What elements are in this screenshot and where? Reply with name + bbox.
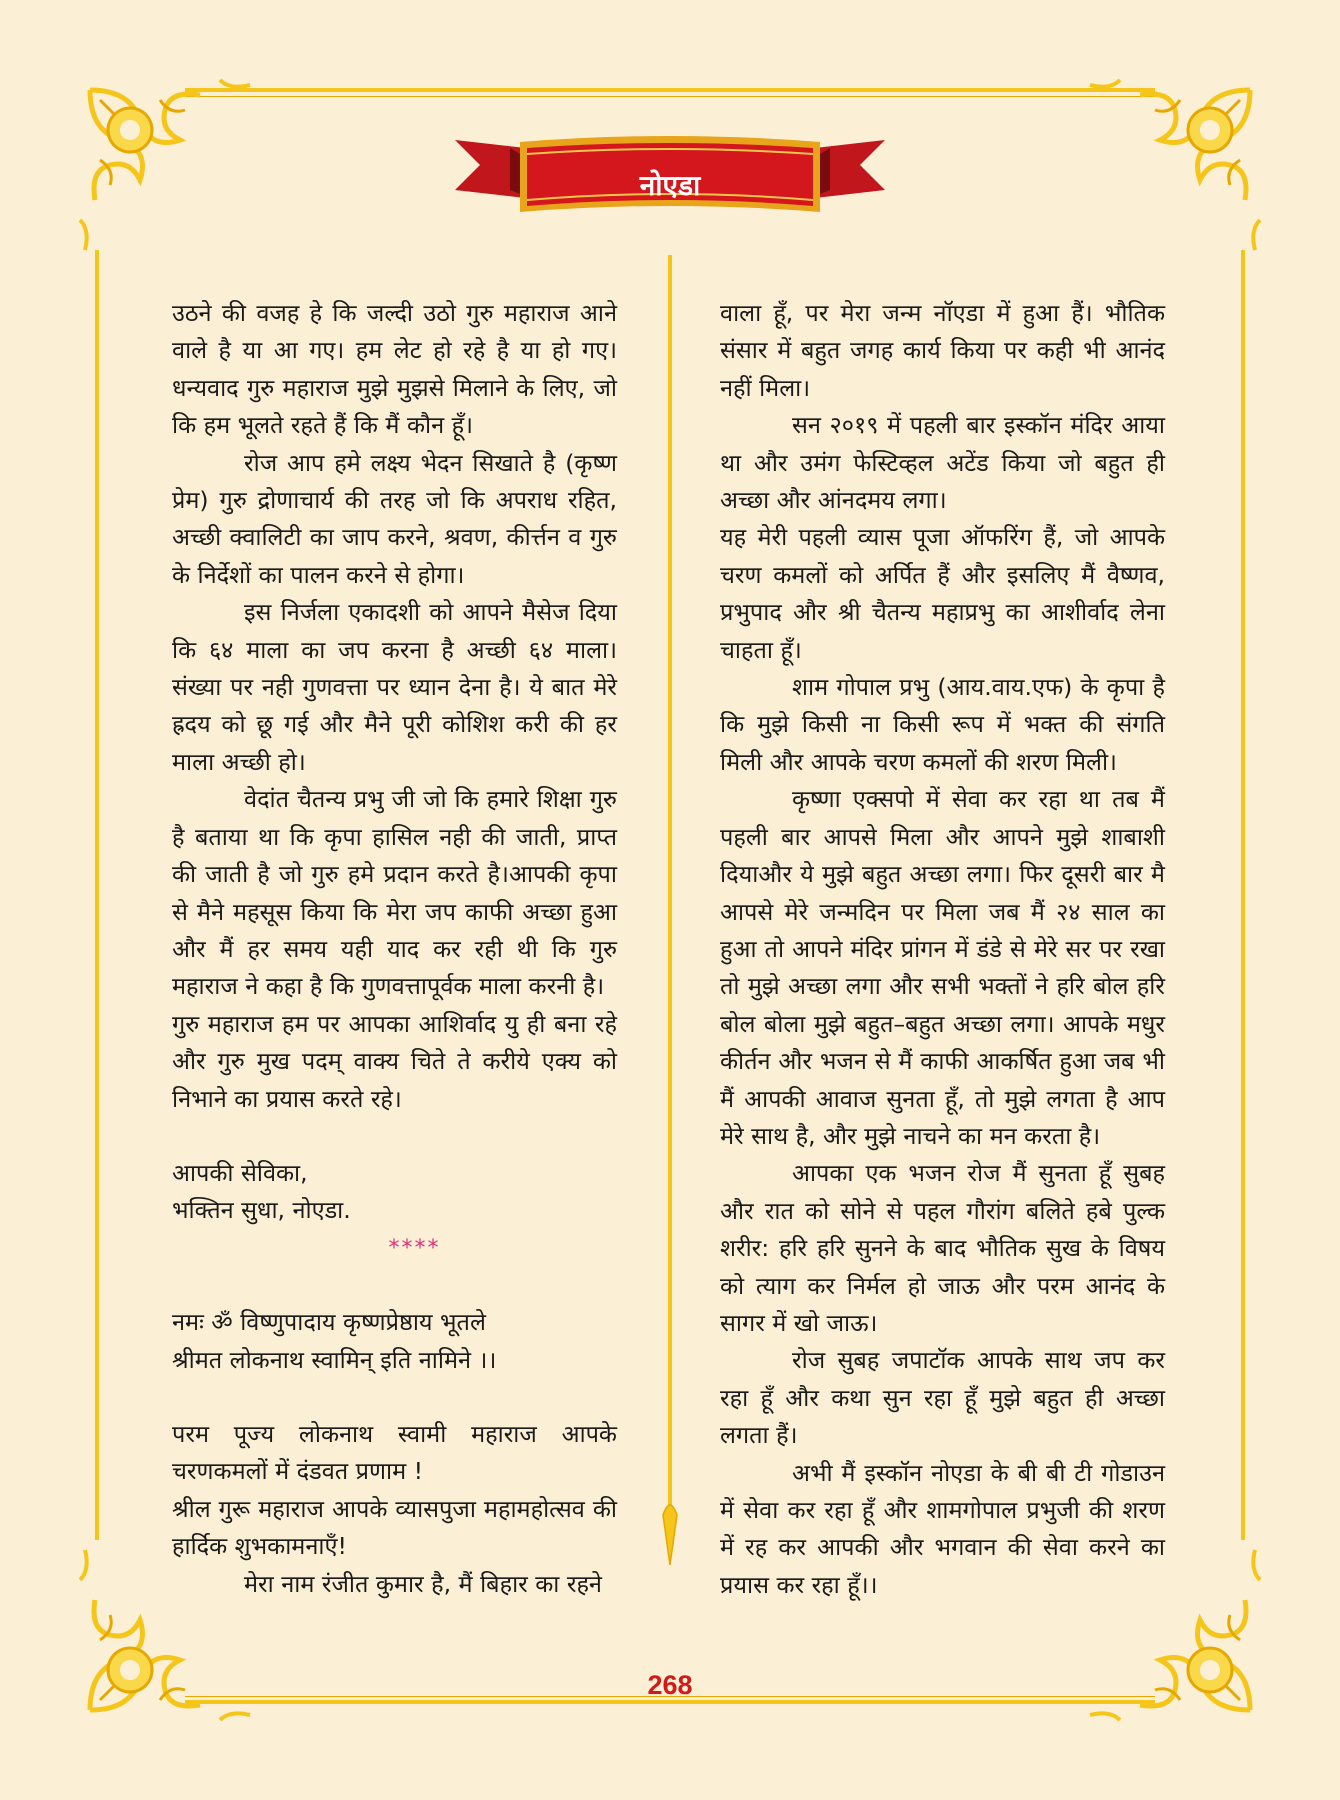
- paragraph: रोज आप हमे लक्ष्य भेदन सिखाते है (कृष्ण प्रेम) गुरु द्रोणाचार्य की तरह जो कि अपराध रहित, अच्छी क्वालिटी का जाप करने, श्रवण, कीर्त्तन व गुरु के निर्देशों का पालन करने से होगा।: [172, 448, 617, 589]
- paragraph: वाला हूँ, पर मेरा जन्म नॉएडा में हुआ हैं। भौतिक संसार में बहुत जगह कार्य किया पर कही भी आनंद नहीं मिला।: [720, 299, 1165, 402]
- paragraph: उठने की वजह हे कि जल्दी उठो गुरु महाराज आने वाले है या आ गए। हम लेट हो रहे है या हो गए। धन्यवाद गुरु महाराज मुझे मुझसे मिलाने के लिए, जो कि हम भूलते रहते हैं कि मैं कौन हूँ।: [172, 299, 617, 440]
- column-divider: [662, 255, 678, 1585]
- paragraph: सन २०१९ में पहली बार इस्कॉन मंदिर आया था और उमंग फेस्टिव्हल अटेंड किया जो बहुत ही अच्छा और आंनदमय लगा।: [720, 411, 1165, 515]
- signoff-name: भक्तिन सुधा, नोएडा.: [172, 1196, 351, 1225]
- paragraph: शाम गोपाल प्रभु (आय.वाय.एफ) के कृपा है कि मुझे किसी ना किसी रूप में भक्त की संगति मिली और आपके चरण कमलों की शरण मिली।: [720, 673, 1165, 776]
- mantra-line: नमः ॐ विष्णुपादाय कृष्णप्रेष्ठाय भूतले: [172, 1308, 486, 1337]
- paragraph: आपका एक भजन रोज मैं सुनता हूँ सुबह और रात को सोने से पहल गौरांग बलिते हबे पुल्क शरीर: हरि हरि सुनने के बाद भौतिक सुख के विषय को त्याग कर निर्मल हो जाऊ और परम आनंद के सागर में खो जाऊ।: [720, 1159, 1165, 1337]
- paragraph: वेदांत चैतन्य प्रभु जी जो कि हमारे शिक्षा गुरु है बताया था कि कृपा हासिल नही की जाती, प्राप्त की जाती है जो गुरु हमे प्रदान करते है।आपकी कृपा से मैने महसूस किया कि मेरा जप काफी अच्छा हुआ और मैं हर समय यही याद कर रही थी कि गुरु महाराज ने कहा है कि गुणवत्तापूर्वक माला करनी है।: [172, 785, 617, 1001]
- paragraph: कृष्णा एक्सपो में सेवा कर रहा था तब मैं पहली बार आपसे मिला और आपने मुझे शाबाशी दियाऔर ये मुझे बहुत अच्छा लगा। फिर दूसरी बार मै आपसे मेरे जन्मदिन पर मिला जब मैं २४ साल का हुआ तो आपने मंदिर प्रांगन में डंडे से मेरे सर पर रखा तो मुझे अच्छा लगा और सभी भक्तों ने हरि बोल हरि बोल बोला मुझे बहुत–बहुत अच्छा लगा। आपके मधुर कीर्तन और भजन से मैं काफी आकर्षित हुआ जब भी मैं आपकी आवाज सुनता हूँ, तो मुझे लगता है आप मेरे साथ है, और मुझे नाचने का मन करता है।: [720, 785, 1165, 1150]
- left-column: [172, 295, 617, 1603]
- border-left: [95, 250, 99, 1540]
- border-right: [1241, 250, 1245, 1540]
- title-banner: [455, 120, 885, 230]
- signoff-line: आपकी सेविका,: [172, 1158, 308, 1187]
- corner-ornament-icon: [70, 70, 270, 270]
- paragraph: मेरा नाम रंजीत कुमार है, मैं बिहार का रहने: [244, 1569, 602, 1598]
- border-top: [185, 88, 1155, 92]
- page-title: नोएडा: [639, 169, 701, 202]
- paragraph: रोज सुबह जपाटॉक आपके साथ जप कर रहा हूँ और कथा सुन रहा हूँ मुझे बहुत ही अच्छा लगता हैं।: [720, 1346, 1165, 1450]
- separator-stars: ****: [388, 1235, 441, 1261]
- paragraph: यह मेरी पहली व्यास पूजा ऑफरिंग हैं, जो आपके चरण कमलों को अर्पित हैं और इसलिए मैं वैष्णव, प्रभुपाद और श्री चैतन्य महाप्रभु का आशीर्वाद लेना चाहता हूँ।: [720, 523, 1165, 664]
- border-top-inner: [185, 96, 1155, 97]
- salutation: परम पूज्य लोकनाथ स्वामी महाराज आपके चरणकमलों में दंडवत प्रणाम !: [172, 1419, 617, 1486]
- wishes: श्रील गुरू महाराज आपके व्यासपुजा महामहोत्सव की हार्दिक शुभकामनाएँ!: [172, 1494, 617, 1561]
- paragraph: इस निर्जला एकादशी को आपने मैसेज दिया कि ६४ माला का जप करना है अच्छी ६४ माला। संख्या पर नही गुणवत्ता पर ध्यान देना है। ये बात मेरे ह्रदय को छू गई और मैने पूरी कोशिश करी की हर माला अच्छी हो।: [172, 598, 617, 776]
- mantra-line: श्रीमत लोकनाथ स्वामिन् इति नामिने ।।: [172, 1345, 497, 1374]
- page-number: 268: [647, 1670, 693, 1700]
- paragraph: गुरु महाराज हम पर आपका आशिर्वाद यु ही बना रहे और गुरु मुख पदम् वाक्य चिते ते करीये एक्य को निभाने का प्रयास करते रहे।: [172, 1009, 617, 1113]
- corner-ornament-icon: [1070, 70, 1270, 270]
- right-column: [720, 295, 1165, 1604]
- paragraph: अभी मैं इस्कॉन नोएडा के बी बी टी गोडाउन में सेवा कर रहा हूँ और शामगोपाल प्रभुजी की शरण में रह कर आपकी और भगवान की सेवा करने का प्रयास कर रहा हूँ।।: [720, 1458, 1165, 1599]
